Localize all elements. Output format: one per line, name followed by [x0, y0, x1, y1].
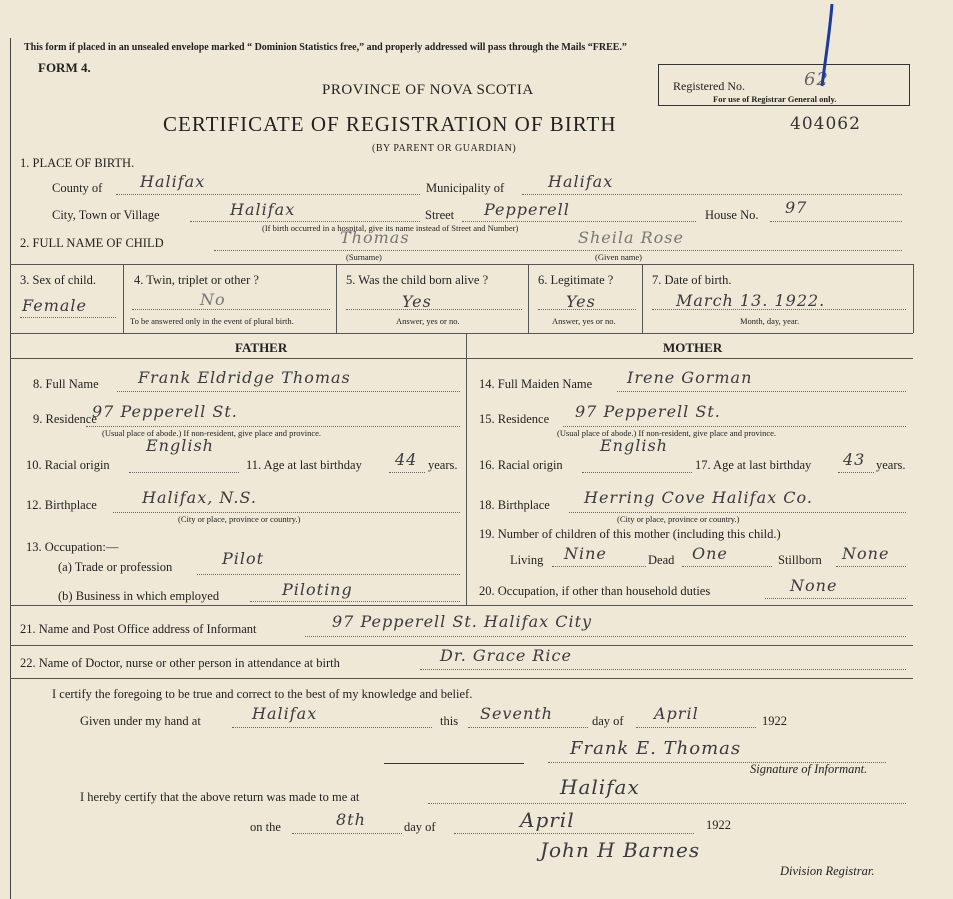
legitimate-label: 6. Legitimate ? [538, 273, 614, 287]
street-label: Street [425, 208, 455, 222]
left-border [10, 38, 11, 899]
alive-label: 5. Was the child born alive ? [346, 273, 489, 287]
city-value: Halifax [230, 200, 296, 219]
dead-value: One [692, 544, 728, 563]
certificate-subtitle: (BY PARENT OR GUARDIAN) [372, 143, 517, 154]
mother-racial-value: English [600, 436, 668, 455]
father-birthplace-value: Halifax, N.S. [142, 488, 257, 507]
given-at-label: Given under my hand at [80, 714, 201, 728]
county-value: Halifax [140, 172, 206, 191]
city-label: City, Town or Village [52, 208, 160, 222]
registrar-statement: I hereby certify that the above return was made to me at [80, 790, 360, 804]
children-label: 19. Number of children of this mother (including this child.) [479, 527, 781, 541]
informant-signature: Frank E. Thomas [570, 738, 742, 759]
mother-occupation-label: 20. Occupation, if other than household duties [479, 584, 711, 598]
form-number: FORM 4. [38, 60, 91, 75]
child-name-label: 2. FULL NAME OF CHILD [20, 236, 164, 250]
this-label: this [440, 714, 459, 728]
twin-note: To be answered only in the event of plural birth. [130, 316, 294, 326]
mother-heading: MOTHER [663, 340, 723, 355]
registered-box [658, 64, 910, 106]
father-racial-label: 10. Racial origin [26, 458, 110, 472]
date-value: March 13. 1922. [676, 291, 826, 310]
trade-label: (a) Trade or profession [58, 560, 173, 574]
doctor-label: 22. Name of Doctor, nurse or other person in attendance at birth [20, 656, 340, 670]
mother-residence-note: (Usual place of abode.) If non-resident, give place and province. [557, 428, 777, 438]
street-value: Pepperell [484, 200, 570, 219]
surname-caption: (Surname) [346, 252, 382, 262]
mother-years: years. [876, 458, 906, 472]
legitimate-value: Yes [566, 292, 596, 311]
living-value: Nine [564, 544, 607, 563]
stillborn-value: None [842, 544, 890, 563]
stillborn-label: Stillborn [778, 553, 822, 567]
certify-statement: I certify the foregoing to be true and correct to the best of my knowledge and belief. [52, 687, 473, 701]
day-of-label: day of [592, 714, 624, 728]
month-value: April [654, 704, 699, 723]
given-place-value: Halifax [252, 704, 318, 723]
registrar-note: For use of Registrar General only. [713, 94, 837, 104]
sex-label: 3. Sex of child. [20, 273, 97, 287]
father-name-value: Frank Eldridge Thomas [138, 368, 351, 387]
father-heading: FATHER [235, 340, 288, 355]
business-value: Piloting [282, 580, 353, 599]
mother-residence-value: 97 Pepperell St. [575, 402, 721, 421]
twin-value: No [200, 290, 226, 309]
registrar-place-value: Halifax [560, 775, 640, 799]
father-residence-value: 97 Pepperell St. [92, 402, 238, 421]
alive-value: Yes [402, 292, 432, 311]
municipality-value: Halifax [548, 172, 614, 191]
registrar-day-of-label: day of [404, 820, 436, 834]
mother-birthplace-value: Herring Cove Halifax Co. [584, 488, 813, 507]
registrar-signature-caption: Division Registrar. [780, 864, 875, 878]
mother-residence-label: 15. Residence [479, 412, 550, 426]
certificate-number: 404062 [790, 114, 861, 134]
father-birthplace-label: 12. Birthplace [26, 498, 97, 512]
day-value: Seventh [480, 704, 553, 723]
date-label: 7. Date of birth. [652, 273, 732, 287]
registered-value: 62 [804, 69, 829, 90]
father-age-label: 11. Age at last birthday [246, 458, 362, 472]
child-given-value: Sheila Rose [578, 228, 684, 247]
doctor-value: Dr. Grace Rice [440, 646, 572, 665]
mother-birthplace-label: 18. Birthplace [479, 498, 550, 512]
business-label: (b) Business in which employed [58, 589, 220, 603]
pen-mark-graphic [810, 0, 840, 90]
occupation-heading: 13. Occupation:— [26, 540, 119, 554]
father-birthplace-note: (City or place, province or country.) [178, 514, 301, 524]
trade-value: Pilot [222, 549, 265, 568]
house-label: House No. [705, 208, 759, 222]
registered-label: Registered No. [673, 79, 745, 93]
informant-signature-caption: Signature of Informant. [750, 762, 868, 776]
child-surname-value: Thomas [340, 228, 410, 247]
father-age-value: 44 [395, 450, 418, 469]
mail-notice: This form if placed in an unsealed envelope marked “ Dominion Statistics free,” and properly addressed will pass through the Mails “FREE.” [24, 42, 627, 53]
mother-racial-label: 16. Racial origin [479, 458, 563, 472]
father-name-label: 8. Full Name [33, 377, 99, 391]
sex-value: Female [22, 296, 87, 315]
mother-age-value: 43 [843, 450, 866, 469]
registrar-day-value: 8th [336, 810, 366, 829]
municipality-label: Municipality of [426, 181, 505, 195]
place-heading: 1. PLACE OF BIRTH. [20, 156, 135, 170]
county-label: County of [52, 181, 103, 195]
mother-age-label: 17. Age at last birthday [695, 458, 812, 472]
year-value: 1922 [762, 714, 787, 728]
informant-label: 21. Name and Post Office address of Informant [20, 622, 257, 636]
house-value: 97 [785, 198, 808, 217]
father-residence-label: 9. Residence [33, 412, 97, 426]
given-caption: (Given name) [595, 252, 642, 262]
mother-name-label: 14. Full Maiden Name [479, 377, 593, 391]
father-residence-note: (Usual place of abode.) If non-resident, give place and province. [102, 428, 322, 438]
mother-birthplace-note: (City or place, province or country.) [617, 514, 740, 524]
mother-occupation-value: None [790, 576, 838, 595]
twin-label: 4. Twin, triplet or other ? [134, 273, 259, 287]
registrar-month-value: April [520, 808, 575, 832]
date-note: Month, day, year. [740, 316, 800, 326]
registrar-year-value: 1922 [706, 818, 731, 832]
legitimate-note: Answer, yes or no. [552, 316, 616, 326]
province-heading: PROVINCE OF NOVA SCOTIA [322, 82, 534, 98]
hospital-note: (If birth occurred in a hospital, give its name instead of Street and Number) [262, 223, 519, 233]
dead-label: Dead [648, 553, 675, 567]
mother-name-value: Irene Gorman [627, 368, 753, 387]
alive-note: Answer, yes or no. [396, 316, 460, 326]
informant-value: 97 Pepperell St. Halifax City [332, 612, 593, 631]
father-years: years. [428, 458, 458, 472]
living-label: Living [510, 553, 544, 567]
registrar-signature: John H Barnes [540, 838, 701, 862]
certificate-title: CERTIFICATE OF REGISTRATION OF BIRTH [163, 112, 617, 136]
on-the-label: on the [250, 820, 281, 834]
father-racial-value: English [146, 436, 214, 455]
